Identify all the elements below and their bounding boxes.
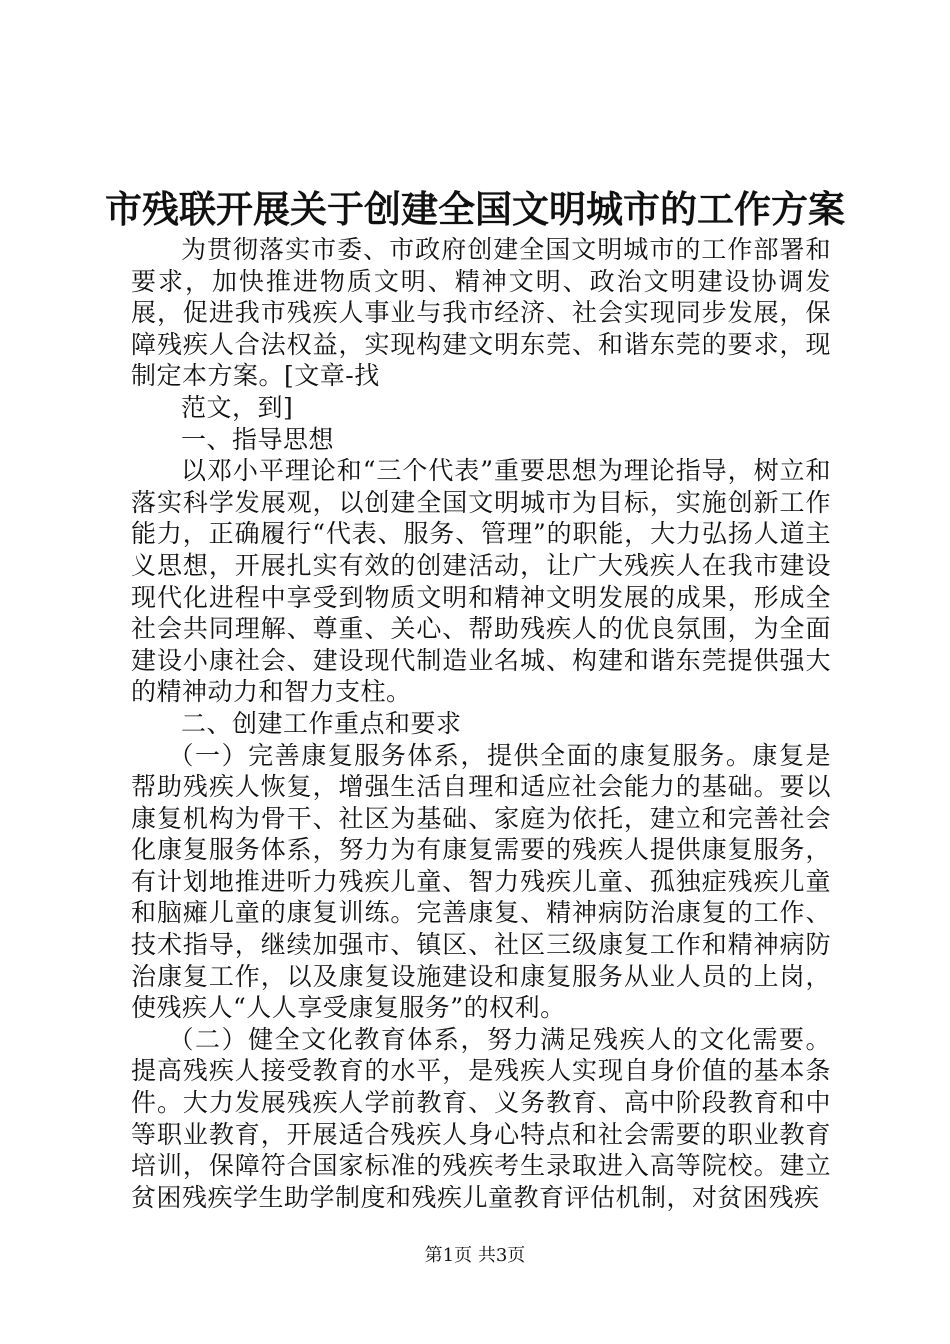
paragraph-education: （二）健全文化教育体系，努力满足残疾人的文化需要。提高残疾人接受教育的水平，是残疾人实现自身价值的基本条件。大力发展残疾人学前教育、义务教育、高中阶段教育和中等职业教育，开展适合残疾人身心特点和社会需要的职业教育培训，保障符合国家标准的残疾考生录取进入高等院校。建立贫困残疾学生助学制度和残疾儿童教育评估机制，对贫困残疾 [131, 1024, 831, 1212]
section-heading-guiding-ideology: 一、指导思想 [181, 424, 335, 454]
document-body [131, 234, 831, 1213]
paragraph-intro-continued: 范文，到] [181, 392, 294, 422]
page-footer: 第1页 共3页 [424, 1245, 526, 1266]
document-title: 市残联开展关于创建全国文明城市的工作方案 [105, 187, 845, 231]
paragraph-rehabilitation: （一）完善康复服务体系，提供全面的康复服务。康复是帮助残疾人恢复，增强生活自理和适应社会能力的基础。要以康复机构为骨干、社区为基础、家庭为依托，建立和完善社会化康复服务体系，努力为有康复需要的残疾人提供康复服务，有计划地推进听力残疾儿童、智力残疾儿童、孤独症残疾儿童和脑瘫儿童的康复训练。完善康复、精神病防治康复的工作、技术指导，继续加强市、镇区、社区三级康复工作和精神病防治康复工作，以及康复设施建设和康复服务从业人员的上岗，使残疾人“人人享受康复服务”的权利。 [131, 740, 831, 1023]
paragraph-guiding-ideology: 以邓小平理论和“三个代表”重要思想为理论指导，树立和落实科学发展观，以创建全国文明城市为目标，实施创新工作能力，正确履行“代表、服务、管理”的职能，大力弘扬人道主义思想，开展扎实有效的创建活动，让广大残疾人在我市建设现代化进程中享受到物质文明和精神文明发展的成果，形成全社会共同理解、尊重、关心、帮助残疾人的优良氛围，为全面建设小康社会、建设现代制造业名城、构建和谐东莞提供强大的精神动力和智力支柱。 [131, 456, 831, 707]
paragraph-intro: 为贯彻落实市委、市政府创建全国文明城市的工作部署和要求，加快推进物质文明、精神文明、政治文明建设协调发展，促进我市残疾人事业与我市经济、社会实现同步发展，保障残疾人合法权益，实现构建文明东莞、和谐东莞的要求，现制定本方案。[文章-找 [131, 235, 831, 391]
section-heading-key-requirements: 二、创建工作重点和要求 [181, 708, 462, 738]
